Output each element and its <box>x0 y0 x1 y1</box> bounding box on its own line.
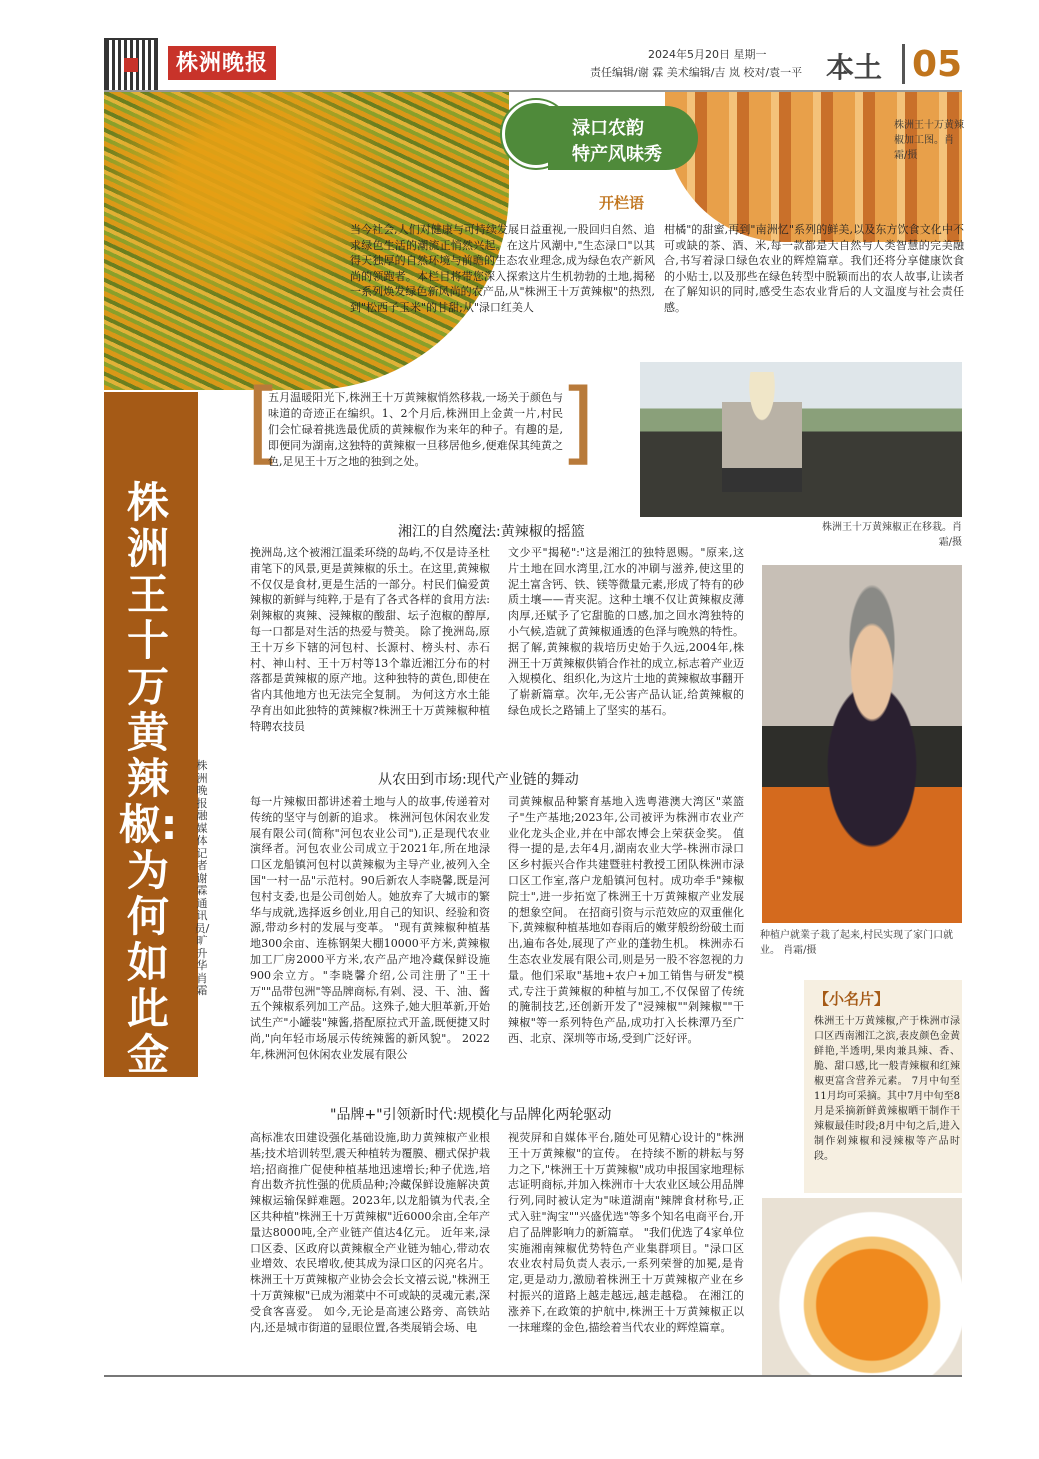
info-card-title: 【小名片】 <box>814 990 890 1008</box>
info-card-text: 株洲王十万黄辣椒,产于株洲市渌口区西南湘江之滨,表皮颜色金黄鲜艳,半透明,果肉兼具辣、香、脆、甜口感,比一般青辣椒和红辣椒更富含营养元素。 7月中旬至11月均可采摘。其中7月中旬至8月是采摘新鲜黄辣椒晒干制作干辣椒最佳时段;8月中旬之后,进入制作剁辣椒和浸辣椒等产品时段。 <box>814 1016 960 1162</box>
article-byline: 株洲晚报融媒体记者谢霖 通讯员/旷升华 肖霜 <box>194 759 210 997</box>
column-banner-line1: 渌口农韵 <box>572 118 644 139</box>
section1-column-a: 挽洲岛,这个被湘江温柔环绕的岛屿,不仅是诗圣杜甫笔下的风景,更是黄辣椒的乐土。在这里,黄辣椒不仅仅是食材,更是生活的一部分。村民们偏爱黄辣椒的新鲜与纯粹,于是有了各式各样的食用方法:剁辣椒的爽辣、浸辣椒的酸甜、坛子泡椒的醇厚,每一口都是对生活的热爱与赞美。 除了挽洲岛,原王十万乡下辖的河包村、长源村、榜头村、赤石村、神山村、王十万村等13个靠近湘江分布的村落都是黄辣椒的原产地。这种独特的黄色,即使在省内其他地方也无法完全复制。 为何这方水土能孕育出如此独特的黄辣椒?株洲王十万黄辣椒种植特聘农技员 <box>250 546 490 733</box>
masthead-divider <box>902 44 905 84</box>
caption-field: 株洲王十万黄辣椒正在移栽。肖霜/摄 <box>822 522 962 548</box>
lead-paragraph: 五月温暖阳光下,株洲王十万黄辣椒悄然移栽,一场关于颜色与味道的奇迹正在编织。1、2个月后,株洲田上金黄一片,村民们会忙碌着挑选最优质的黄辣椒作为来年的种子。有趣的是,即便同为湖南,这独特的黄辣椒一旦移居他乡,便难保其纯黄之色,足见王十万之地的独到之处。 <box>268 391 563 468</box>
issue-date: 2024年5月20日 星期一 <box>648 48 767 61</box>
section-name: 本土 <box>826 51 883 84</box>
section2-column-a: 每一片辣椒田都讲述着土地与人的故事,传递着对传统的坚守与创新的追求。 株洲河包休闲农业发展有限公司(简称"河包农业公司"),正是现代农业演绎者。河包农业公司成立于2021年,所在地渌口区龙船镇河包村以黄辣椒为主导产业,被列入全国"一村一品"示范村。90后新农人李晓馨,既是河包村支委,也是公司创始人。她放弃了大城市的繁华与成就,选择返乡创业,用自己的知识、经验和资源,带动乡村的发展与变革。 "现有黄辣椒种植基地300余亩、连栋钢架大棚10000平方米,黄辣椒加工厂房2000平方米,农产品产地冷藏保鲜设施900余立方。"李晓馨介绍,公司注册了"王十万""品带包洲"等品牌商标,有剁、浸、干、油、酱五个辣椒系列加工产品。这殊子,她大胆革新,开始试生产"小罐装"辣酱,搭配原拉式开盖,既便捷又时尚,"向年轻市场展示传统辣酱的新风貌"。 2022年,株洲河包休闲农业发展有限公 <box>250 795 490 1061</box>
intro-title: 开栏语 <box>599 194 645 212</box>
section1-column-b: 文少平"揭秘":"这是湘江的独特恩赐。"原来,这片土地在回水湾里,江水的冲刷与滋养,使这里的泥土富含钙、铁、镁等微量元素,形成了特有的砂质土壤——青夹泥。这种土壤不仅让黄辣椒皮薄肉厚,还赋予了它甜脆的口感,加之回水湾独特的小气候,造就了黄辣椒通透的色泽与晚熟的特性。 据了解,黄辣椒的栽培历史始于久远,2004年,株洲王十万黄辣椒供销合作社的成立,标志着产业迈入规模化、组织化,为这片土地的黄辣椒故事翻开了崭新篇章。次年,无公害产品认证,给黄辣椒的绿色成长之路铺上了坚实的基石。 <box>508 546 744 717</box>
intro-text-left: 当今社会,人们对健康与可持续发展日益重视,一股回归自然、追求绿色生活的潮流正悄然兴起。在这片风潮中,"生态渌口"以其得天独厚的自然环境与前瞻的生态农业理念,成为绿色农产新风尚的领跑者。本栏目将带您深入探索这片生机勃勃的土地,揭秘一系列焕发绿色新风尚的农产品,从"株洲王十万黄辣椒"的热烈,到"松西子玉米"的甘甜;从"渌口红美人 <box>350 223 655 314</box>
section-heading-1: 湘江的自然魔法:黄辣椒的摇篮 <box>398 524 585 540</box>
newspaper-logo: 株洲晚报 <box>168 46 276 80</box>
section-heading-2: 从农田到市场:现代产业链的舞动 <box>378 772 579 788</box>
photo-pepper-jars <box>665 92 962 242</box>
section-heading-3: "品牌+"引领新时代:规模化与品牌化两轮驱动 <box>330 1107 612 1123</box>
section2-column-b: 司黄辣椒品种繁育基地入选粤港澳大湾区"菜篮子"生产基地;2023年,公司被评为株洲市农业产业化龙头企业,并在中部农博会上荣获金奖。 值得一提的是,去年4月,湖南农业大学-株洲市渌口区乡村振兴合作共建暨驻村教授工团队株洲市渌口区工作室,落户龙船镇河包村。成功牵手"辣椒院士",进一步拓宽了株洲王十万黄辣椒产业发展的想象空间。 在招商引资与示范效应的双重催化下,黄辣椒种植基地如春雨后的嫩芽般纷纷破土而出,遍布各处,展现了产业的蓬勃生机。 株洲赤石生态农业发展有限公司,则是另一股不容忽视的力量。他们采取"基地+农户+加工销售与研发"模式,专注于黄辣椒的种植与加工,不仅保留了传统的腌制技艺,还创新开发了"浸辣椒""剁辣椒""干辣椒"等一系列特色产品,成功打入长株潭乃至广西、北京、深圳等市场,受到广泛好评。 <box>508 795 744 1045</box>
photo-villager-sorting-peppers <box>762 565 962 923</box>
lead-bracket-left: [ <box>246 370 282 475</box>
lead-bracket-right: ] <box>560 370 596 475</box>
section3-column-a: 高标准农田建设强化基础设施,助力黄辣椒产业根基;技术培训转型,震天种植转为覆膜、棚式保护栽培;招商推广促使种植基地迅速增长;种子优选,培育出数齐抗性强的优质品种;冷藏保鲜设施解决黄辣椒运输保鲜难题。2023年,以龙船镇为代表,全区共种植"株洲王十万黄辣椒"近6000余亩,全年产量达8000吨,全产业链产值达4亿元。 近年来,渌口区委、区政府以黄辣椒全产业链为轴心,带动农业增效、农民增收,使其成为渌口区的闪亮名片。株洲王十万黄辣椒产业协会会长文禧云说,"株洲王十万黄辣椒"已成为湘菜中不可或缺的灵魂元素,深受食客喜爱。 如今,无论是高速公路旁、高铁站内,还是城市街道的显眼位置,各类展销会场、电 <box>250 1131 490 1334</box>
intro-text-right: 柑橘"的甜蜜,再到"南洲忆"系列的鲜美,以及东方饮食文化中不可或缺的茶、酒、米,每一款都是大自然与人类智慧的完美融合,书写着渌口绿色农业的辉煌篇章。我们还将分享健康饮食的小贴士,以及那些在绿色转型中脱颖而出的农人故事,让读者在了解知识的同时,感受生态农业背后的人文温度与社会责任感。 <box>664 223 964 314</box>
column-banner <box>548 106 698 170</box>
photo-pepper-bowl <box>762 1198 962 1376</box>
caption-villager: 种植户就業子栽了起来,村民实现了家门口就业。 肖霜/摄 <box>760 930 954 956</box>
caption-jars: 株洲王十万黄辣椒加工图。肖霜/摄 <box>894 120 964 161</box>
article-headline: 株洲王十万黄辣椒:为何如此金黄诱人? <box>118 478 185 1217</box>
photo-farmer-figure <box>722 372 802 492</box>
page-number: 05 <box>912 44 963 85</box>
qr-logo-icon <box>124 58 138 72</box>
bottom-rule <box>104 1375 962 1377</box>
section3-column-b: 视荧屏和自媒体平台,随处可见精心设计的"株洲王十万黄辣椒"的宣传。 在持续不断的耕耘与努力之下,"株洲王十万黄辣椒"成功申报国家地理标志证明商标,并加入株洲市十大农业区域公用品牌行列,同时被认定为"味道湖南"辣牌食材称号,正式入驻"淘宝""兴盛优选"等多个知名电商平台,开启了品牌影响力的新篇章。 "我们优选了4家单位实施湘南辣椒优势特色产业集群项目。"渌口区农业农村局负责人表示,一系列荣誉的加冕,是肯定,更是动力,激励着株洲王十万黄辣椒产业在乡村振兴的道路上越走越远,越走越稳。 在湘江的涨养下,在政策的护航中,株洲王十万黄辣椒正以一抹璀璨的金色,描绘着当代农业的辉煌篇章。 <box>508 1131 744 1334</box>
editor-credits: 责任编辑/谢 霖 美术编辑/吉 岚 校对/袁一平 <box>590 66 803 79</box>
column-banner-line2: 特产风味秀 <box>572 144 662 165</box>
